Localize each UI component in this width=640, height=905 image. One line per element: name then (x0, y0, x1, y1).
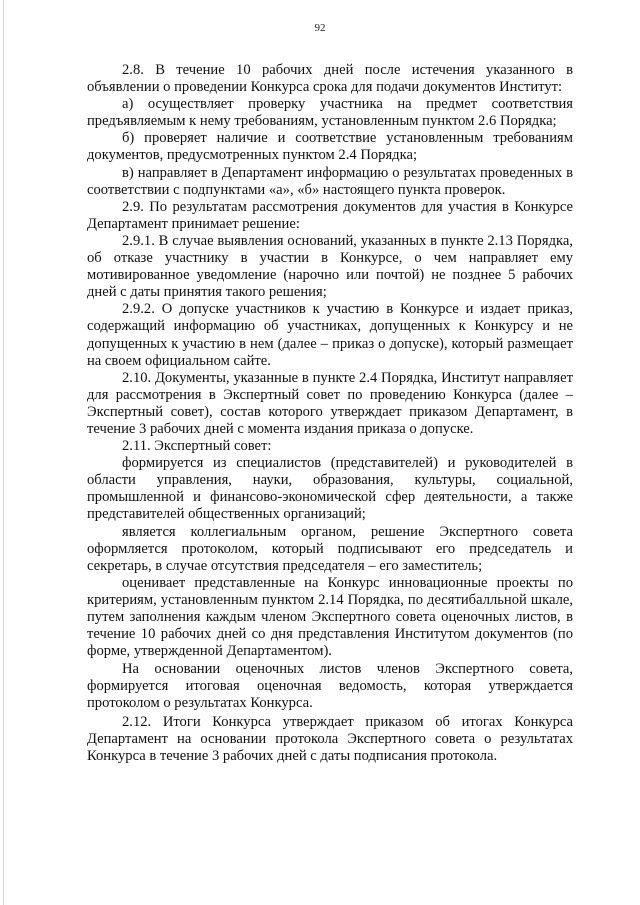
paragraph-2-12: 2.12. Итоги Конкурса утверждает приказом об итогах Конкурса Департамент на основании протокола Экспертного совета о результатах Конкурса в течение 3 рабочих дней с даты подписания протокола. (87, 713, 573, 764)
paragraph-2-8-b: б) проверяет наличие и соответствие установленным требованиям документов, предусмотренных пунктом 2.4 Порядка; (87, 130, 573, 164)
paragraph-2-10: 2.10. Документы, указанные в пункте 2.4 Порядка, Институт направляет для рассмотрения в Экспертный совет по проведению Конкурса (далее – Экспертный совет), состав которого утверждает приказом Департамент, в течение 3 рабочих дней с момента издания приказа о допуске. (87, 369, 573, 437)
paragraph-2-9-1: 2.9.1. В случае выявления оснований, указанных в пункте 2.13 Порядка, об отказе участнику в участии в Конкурсе, о чем направляет ему мотивированное уведомление (нарочно или почтой) не позднее 5 рабочих дней с даты принятия такого решения; (87, 232, 573, 301)
paragraph-2-11-forms: формируется из специалистов (представителей) и руководителей в области управления, науки, образования, культуры, социальной, промышленной и финансово-экономической сфер деятельности, а также представителей общественных организаций; (87, 455, 573, 523)
paragraph-2-11-evaluates: оценивает представленные на Конкурс инновационные проекты по критериям, установленным пунктом 2.14 Порядка, по десятибалльной шкале, путем заполнения каждым членом Экспертного совета оценочных листов, в течение 10 рабочих дней со дня представления Институтом документов (по форме, утвержденной Департаментом). (87, 574, 573, 660)
paragraph-2-9-2: 2.9.2. О допуске участников к участию в Конкурсе и издает приказ, содержащий информацию об участниках, допущенных к Конкурсу и не допущенных к участию в нем (далее – приказ о допуске), который размещает на своем официальном сайте. (87, 301, 573, 369)
paragraph-2-11-collegial: является коллегиальным органом, решение Экспертного совета оформляется протоколом, который подписывают его председатель и секретарь, в случае отсутствия председателя – его заместитель; (87, 523, 573, 574)
document-body (87, 62, 573, 765)
paragraph-2-9: 2.9. По результатам рассмотрения документов для участия в Конкурсе Департамент принимает решение: (87, 198, 573, 232)
paragraph-2-8-v: в) направляет в Департамент информацию о результатах проведенных в соответствии с подпунктами «а», «б» настоящего пункта проверок. (87, 164, 573, 198)
paragraph-2-8-a: а) осуществляет проверку участника на предмет соответствия предъявляемым к нему требованиям, установленным пунктом 2.6 Порядка; (87, 96, 573, 130)
paragraph-evaluation-sheet: На основании оценочных листов членов Экспертного совета, формируется итоговая оценочная ведомость, которая утверждается протоколом о результатах Конкурса. (87, 661, 573, 712)
paragraph-2-8: 2.8. В течение 10 рабочих дней после истечения указанного в объявлении о проведении Конкурса срока для подачи документов Институт: (87, 62, 573, 96)
page-number: 92 (314, 22, 326, 34)
paragraph-2-11: 2.11. Экспертный совет: (122, 438, 272, 455)
scan-edge-line (3, 0, 4, 905)
